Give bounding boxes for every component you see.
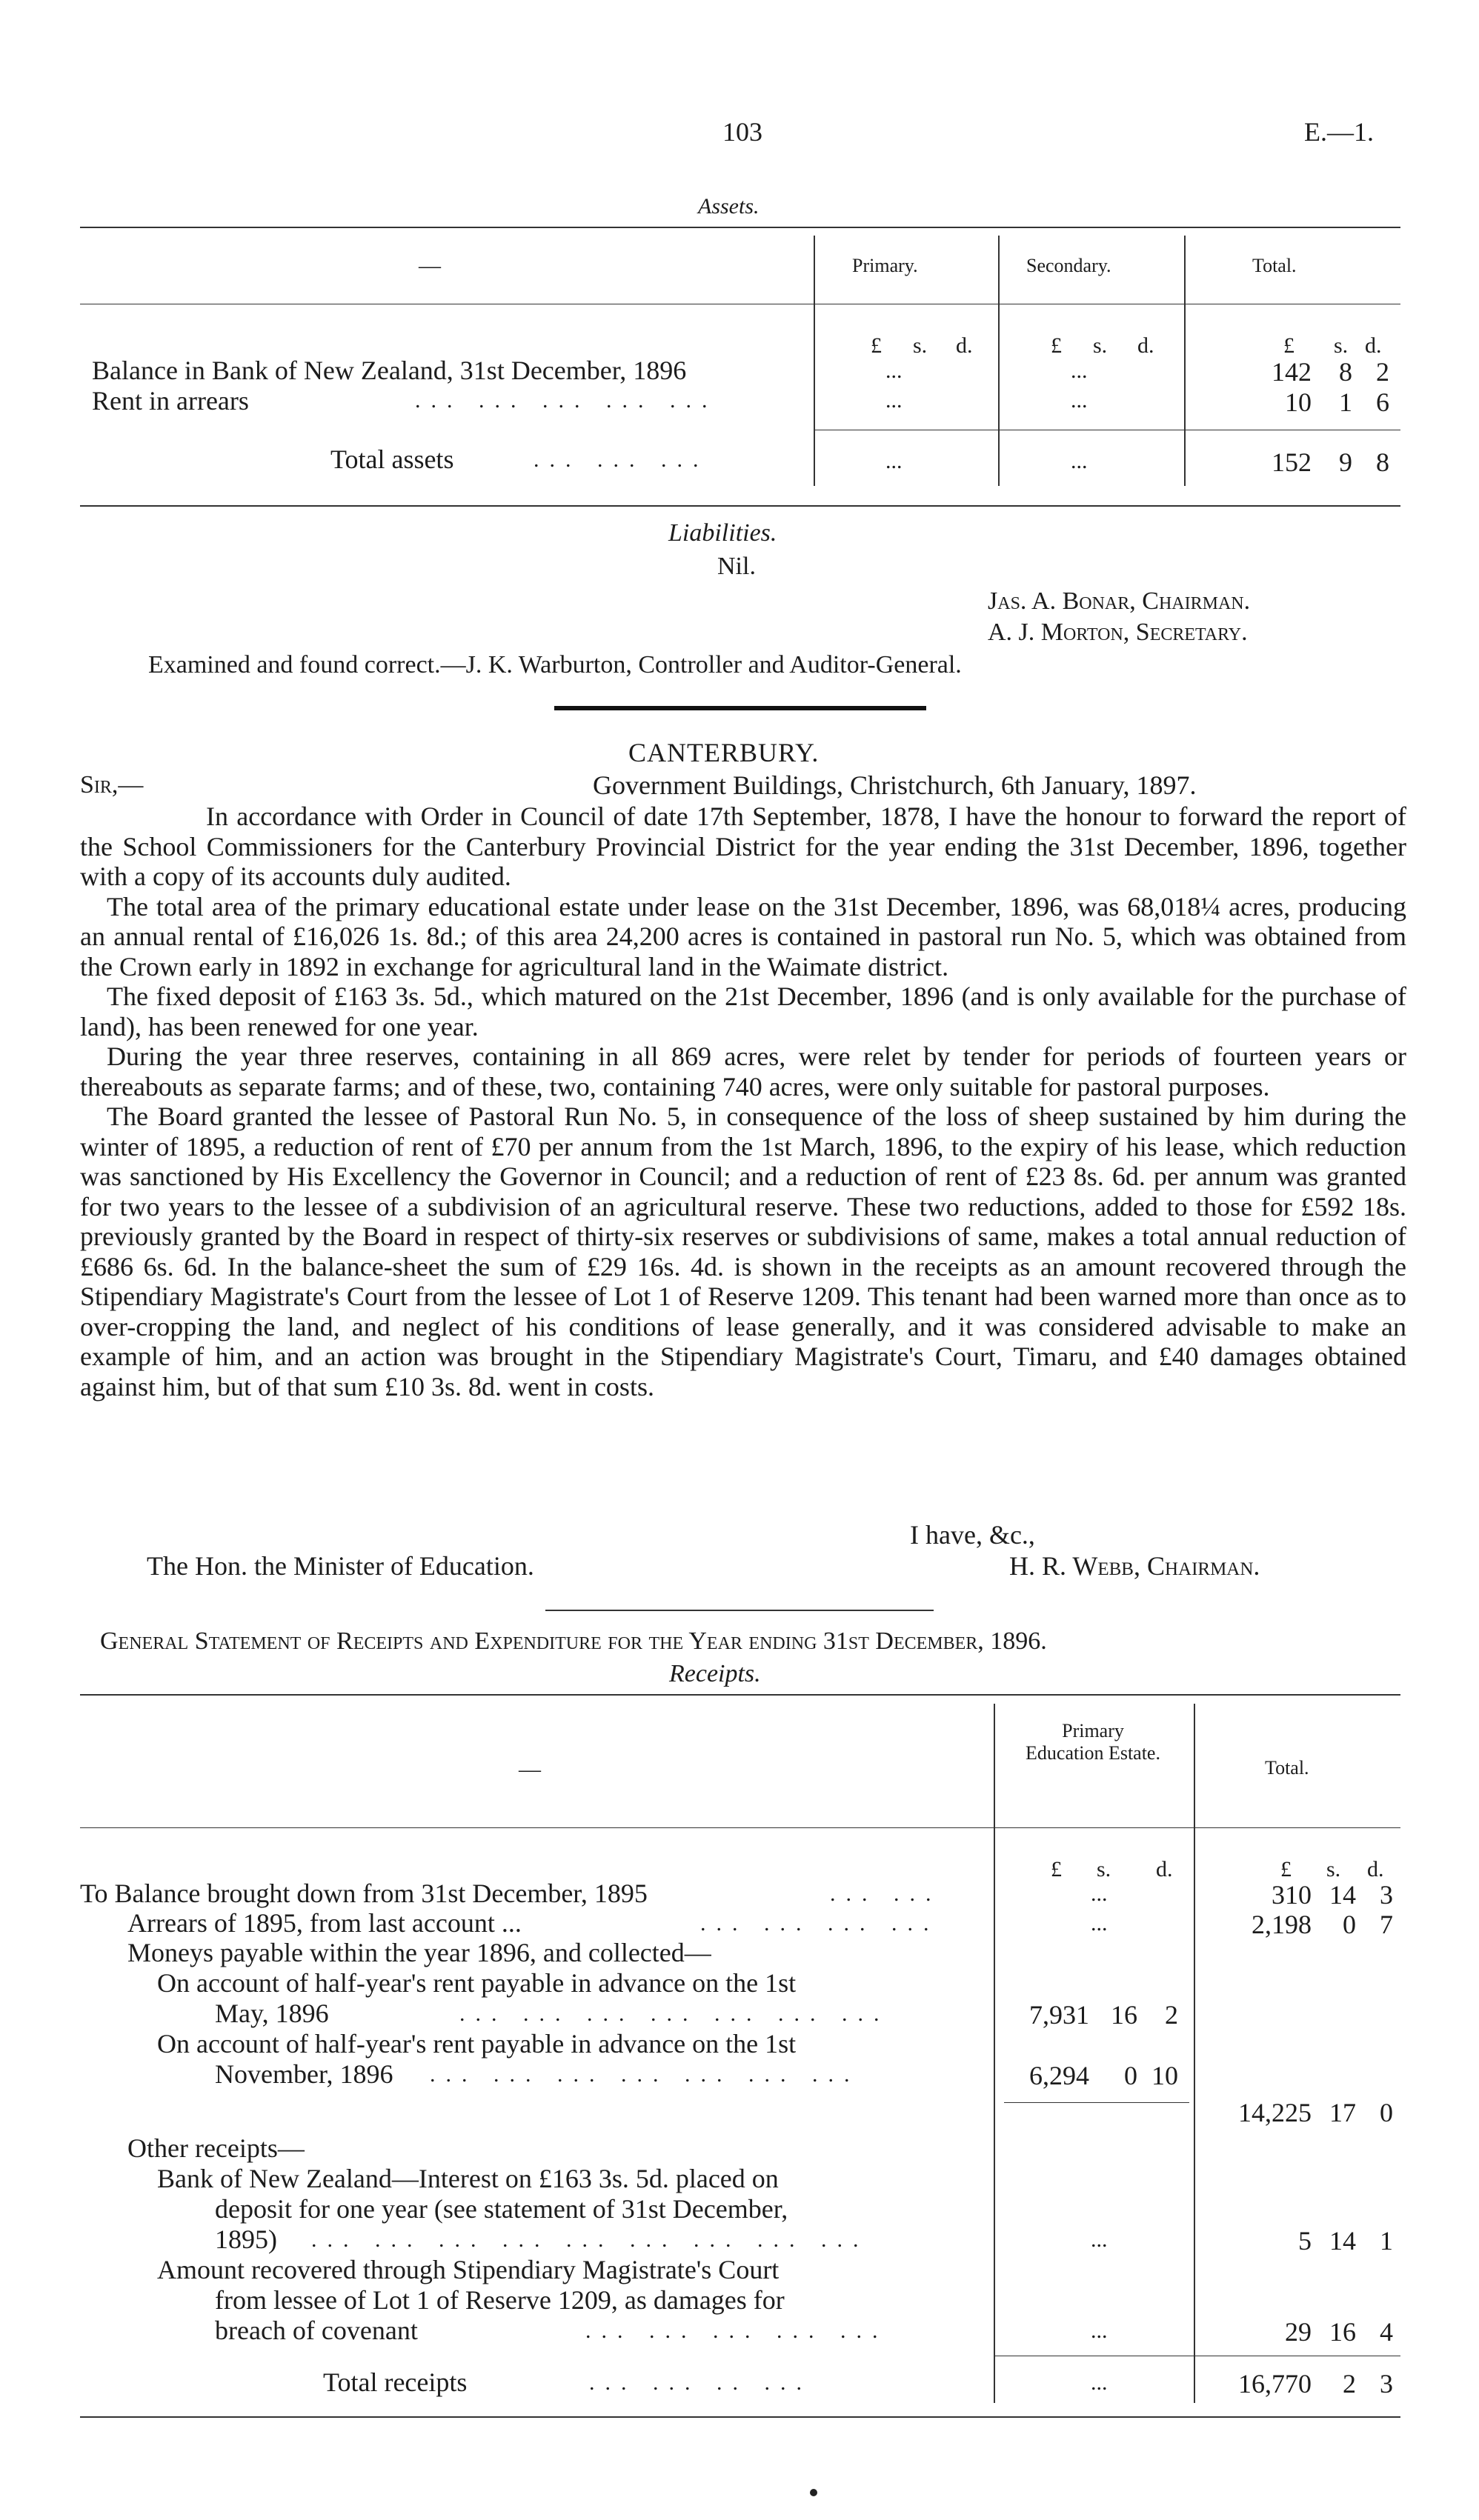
leader-dots: ... ... ... ... ... ... ...: [459, 2001, 890, 2026]
assets-title: Assets.: [698, 194, 760, 219]
receipt-row-primary: ...: [1091, 1881, 1108, 1906]
moneys-total-shillings: 17: [1329, 2098, 1356, 2127]
total-receipts-primary: ...: [1091, 2370, 1108, 2395]
assets-col-secondary: Secondary.: [1026, 255, 1111, 276]
bank-interest-pounds: 5: [1298, 2226, 1312, 2256]
assets-top-rule: [80, 227, 1400, 228]
leader-dots: ... ... ... ... ...: [585, 2319, 888, 2343]
assets-total-s: s.: [1334, 333, 1349, 358]
auditor-statement: Examined and found correct.—J. K. Warburton, Controller and Auditor-General.: [148, 651, 962, 679]
receipts-top-rule: [80, 1694, 1400, 1696]
receipts-header-rule: [80, 1827, 1400, 1828]
half-year-nov-line1: On account of half-year's rent payable in advance on the 1st: [157, 2029, 797, 2059]
letter-closing: I have, &c.,: [910, 1520, 1035, 1550]
other-receipts-heading: Other receipts—: [127, 2133, 305, 2163]
receipts-total-s: s.: [1326, 1857, 1341, 1881]
amount-recovered-line3: breach of covenant: [215, 2316, 418, 2345]
amount-recovered-line1: Amount recovered through Stipendiary Magistrate's Court: [157, 2255, 780, 2284]
assets-secondary-pound: £: [1051, 333, 1062, 358]
moneys-subtotal-rule: [1004, 2102, 1189, 2103]
leader-dots: ... ... ... ... ... ... ...: [430, 2062, 860, 2087]
assets-primary-pound: £: [871, 333, 882, 358]
receipt-row-total-shillings: 14: [1329, 1880, 1356, 1910]
assets-divider-2: [998, 236, 1000, 486]
liabilities-title: Liabilities.: [668, 519, 777, 547]
total-receipts-label: Total receipts: [323, 2367, 468, 2397]
receipts-primary-d: d.: [1156, 1857, 1173, 1881]
assets-divider-3: [1184, 236, 1186, 486]
bank-interest-shillings: 14: [1329, 2226, 1356, 2256]
receipt-row-primary: ...: [1091, 1911, 1108, 1936]
asset-row-total-pounds: 142: [1272, 357, 1312, 387]
paragraph: The fixed deposit of £163 3s. 5d., which matured on the 21st December, 1896 (and is only available for the purchase of land), has been renewed for one year.: [80, 981, 1406, 1041]
assets-total-primary: ...: [885, 449, 903, 473]
receipts-col-desc: —: [519, 1757, 541, 1781]
leader-dots: ... ... .. ...: [589, 2370, 812, 2395]
asset-row-total-pence: 2: [1376, 357, 1389, 387]
page-number: 103: [722, 117, 762, 147]
bank-interest-line2: deposit for one year (see statement of 31st December,: [215, 2194, 788, 2224]
receipts-primary-pound: £: [1051, 1857, 1062, 1881]
assets-secondary-s: s.: [1093, 333, 1108, 358]
leader-dots: ... ... ... ...: [700, 1911, 940, 1936]
paragraph: In accordance with Order in Council of date 17th September, 1878, I have the honour to forward the report of the School Commissioners for the Canterbury Provincial District for the year ending the 31st December, 1896, together with a copy of its accounts duly audited.: [80, 801, 1406, 891]
bank-interest-primary: ...: [1091, 2227, 1108, 2252]
receipt-row-total-shillings: 0: [1343, 1910, 1356, 1939]
assets-total-label: Total assets: [330, 444, 454, 474]
salutation: Sir,—: [80, 771, 144, 799]
assets-col-total: Total.: [1252, 255, 1297, 276]
receipt-row-total-pounds: 310: [1272, 1880, 1312, 1910]
asset-row-total-pence: 6: [1376, 387, 1389, 417]
moneys-total-pounds: 14,225: [1238, 2098, 1312, 2127]
half-year-nov-line2: November, 1896: [215, 2059, 393, 2089]
receipts-col-primary: Primary Education Estate.: [1026, 1720, 1160, 1764]
receipts-bottom-rule: [80, 2416, 1400, 2418]
receipt-row-label: Arrears of 1895, from last account ...: [127, 1908, 522, 1938]
section-divider: [554, 706, 926, 710]
asset-row-total-shillings: 8: [1339, 357, 1352, 387]
assets-col-primary: Primary.: [852, 255, 918, 276]
assets-col-desc: —: [419, 253, 441, 278]
chairman-signature: Jas. A. Bonar, Chairman.: [988, 587, 1251, 615]
paragraph: During the year three reserves, containing in all 869 acres, were relet by tender for periods of fourteen years or thereabouts as separate farms; and of these, two, containing 740 acres, were only suitable for pastoral purposes.: [80, 1041, 1406, 1101]
receipts-divider-2: [1194, 1704, 1195, 2403]
assets-total-secondary: ...: [1071, 449, 1088, 473]
letter-address: Government Buildings, Christchurch, 6th January, 1897.: [593, 770, 1197, 800]
assets-secondary-d: d.: [1137, 333, 1154, 358]
moneys-heading: Moneys payable within the year 1896, and collected—: [127, 1938, 711, 1967]
leader-dots: ... ... ... ... ... ... ... ... ...: [311, 2227, 869, 2252]
asset-row-label: Rent in arrears: [92, 386, 249, 416]
receipt-row-total-pence: 7: [1380, 1910, 1393, 1939]
asset-row-secondary: ...: [1071, 388, 1088, 413]
leader-dots: ... ... ...: [534, 447, 709, 472]
assets-total-pounds: 152: [1272, 447, 1312, 477]
asset-row-primary: ...: [885, 388, 903, 413]
half-year-may-line2: May, 1896: [215, 1999, 329, 2028]
paragraph: The total area of the primary educational estate under lease on the 31st December, 1896, was 68,018¼ acres, producing an annual rental of £16,026 1s. 8d.; of this area 24,200 acres is contained in pastoral run No. 5, which was obtained from the Crown early in 1892 in exchange for agricultural land in the Waimate district.: [80, 891, 1406, 981]
assets-total-pence: 8: [1376, 447, 1389, 477]
bank-interest-line3: 1895): [215, 2224, 277, 2254]
statement-title: General Statement of Receipts and Expenditure for the Year ending 31st December, 1896.: [100, 1627, 1047, 1655]
assets-total-d: d.: [1365, 333, 1382, 358]
statement-subtitle: Receipts.: [669, 1660, 761, 1687]
half-year-may-pounds: 7,931: [1029, 2000, 1089, 2030]
asset-row-primary: ...: [885, 359, 903, 383]
receipt-row-total-pounds: 2,198: [1252, 1910, 1312, 1939]
half-year-nov-pounds: 6,294: [1029, 2061, 1089, 2090]
assets-total-shillings: 9: [1339, 447, 1352, 477]
receipts-divider-1: [994, 1704, 995, 2403]
receipt-row-label: To Balance brought down from 31st December, 1895: [80, 1879, 648, 1908]
total-receipts-pence: 3: [1380, 2369, 1393, 2399]
total-receipts-pounds: 16,770: [1238, 2369, 1312, 2399]
receipts-primary-s: s.: [1097, 1857, 1111, 1881]
half-year-may-line1: On account of half-year's rent payable in advance on the 1st: [157, 1968, 797, 1998]
half-year-may-pence: 2: [1165, 2000, 1178, 2030]
paragraph: The Board granted the lessee of Pastoral Run No. 5, in consequence of the loss of sheep sustained by him during the winter of 1895, a reduction of rent of £70 per annum from the 1st March, 1896, to the expiry of his lease, which reduction was sanctioned by His Excellency the Governor in Council; and a reduction of rent of £23 8s. 6d. per annum was granted for two years to the lessee of a subdivision of an agricultural reserve. These two reductions, added to those for £592 18s. previously granted by the Board in respect of thirty-six reserves or subdivisions of same, makes a total annual reduction of £686 6s. 6d. In the balance-sheet the sum of £29 16s. 4d. is shown in the receipts as an amount recovered through the Stipendiary Magistrate's Court from the lessee of Lot 1 of Reserve 1209. This tenant had been warned more than once as to over-cropping the land, and neglect of his conditions of lease generally, and it was considered advisable to make an example of him, and an action was brought in the Stipendiary Magistrate's Court, Timaru, and £40 damages obtained against him, but of that sum £10 3s. 8d. went in costs.: [80, 1101, 1406, 1401]
section-heading: CANTERBURY.: [628, 738, 820, 767]
section-divider-thin: [545, 1610, 934, 1611]
amount-recovered-shillings: 16: [1329, 2317, 1356, 2347]
assets-total-pound: £: [1283, 333, 1294, 358]
assets-bottom-rule: [80, 505, 1400, 507]
asset-row-total-shillings: 1: [1339, 387, 1352, 417]
assets-divider-1: [814, 236, 815, 486]
liabilities-value: Nil.: [717, 553, 756, 580]
assets-primary-s: s.: [913, 333, 928, 358]
leader-dots: ... ... ... ... ...: [415, 388, 718, 413]
leader-dots: ... ...: [830, 1881, 942, 1906]
moneys-total-pence: 0: [1380, 2098, 1393, 2127]
asset-row-label: Balance in Bank of New Zealand, 31st December, 1896: [92, 356, 687, 385]
amount-recovered-line2: from lessee of Lot 1 of Reserve 1209, as damages for: [215, 2285, 785, 2315]
receipt-row-total-pence: 3: [1380, 1880, 1393, 1910]
letter-signature: H. R. Webb, Chairman.: [1009, 1551, 1260, 1581]
receipts-total-pound: £: [1280, 1857, 1292, 1881]
assets-primary-d: d.: [956, 333, 973, 358]
bank-interest-pence: 1: [1380, 2226, 1393, 2256]
amount-recovered-pence: 4: [1380, 2317, 1393, 2347]
receipts-total-d: d.: [1367, 1857, 1384, 1881]
total-receipts-shillings: 2: [1343, 2369, 1356, 2399]
letter-body: [80, 801, 1406, 1401]
half-year-nov-shillings: 0: [1124, 2061, 1137, 2090]
receipts-col-total: Total.: [1265, 1757, 1309, 1779]
bank-interest-line1: Bank of New Zealand—Interest on £163 3s. 5d. placed on: [157, 2164, 779, 2193]
asset-row-total-pounds: 10: [1285, 387, 1312, 417]
letter-addressee: The Hon. the Minister of Education.: [147, 1551, 534, 1581]
page-mark: [810, 2489, 817, 2496]
half-year-may-shillings: 16: [1111, 2000, 1137, 2030]
secretary-signature: A. J. Morton, Secretary.: [988, 619, 1248, 646]
amount-recovered-pounds: 29: [1285, 2317, 1312, 2347]
amount-recovered-primary: ...: [1091, 2319, 1108, 2343]
asset-row-secondary: ...: [1071, 359, 1088, 383]
page-reference: E.—1.: [1304, 117, 1374, 147]
half-year-nov-pence: 10: [1151, 2061, 1178, 2090]
